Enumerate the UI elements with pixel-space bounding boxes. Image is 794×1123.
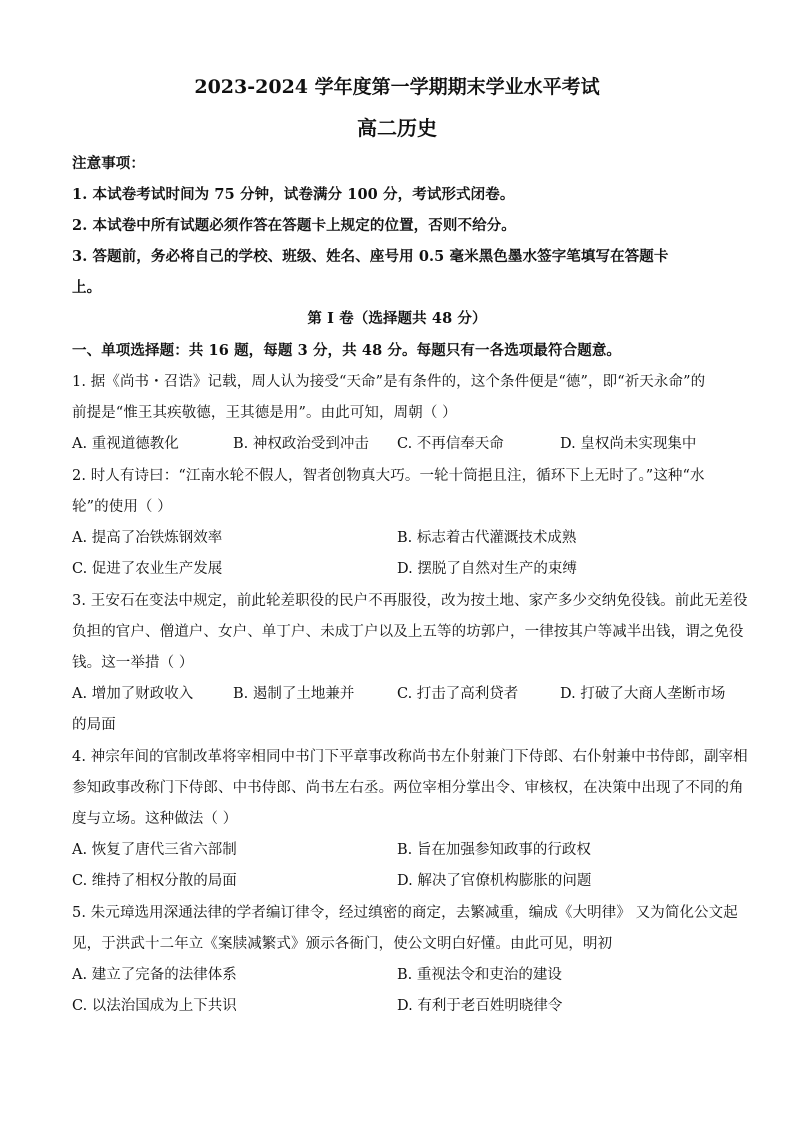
question-3-option-b: B. 遏制了土地兼并 [233, 686, 355, 702]
question-5-line-2: 见，于洪武十二年立《案牍减繁式》颁示各衙门，使公文明白好懂。由此可见，明初 [72, 936, 613, 952]
question-3-option-d-cont: 的局面 [72, 717, 116, 733]
question-3-line-1: 3. 王安石在变法中规定，前此轮差职役的民户不再服役，改为按土地、家产多少交纳免役钱。前此无差役 [72, 593, 748, 609]
question-5-option-d: D. 有利于老百姓明晓律令 [397, 998, 563, 1014]
question-1-option-b: B. 神权政治受到冲击 [233, 436, 369, 452]
question-5-line-1: 5. 朱元璋选用深通法律的学者编订律令，经过缜密的商定，去繁减重，编成《大明律》 又为简化公文起 [72, 905, 738, 921]
question-4-option-d: D. 解决了官僚机构膨胀的问题 [397, 873, 592, 889]
question-4-option-c: C. 维持了相权分散的局面 [72, 873, 237, 889]
question-1-line-1: 1. 据《尚书・召诰》记载，周人认为接受“天命”是有条件的，这个条件便是“德”，即“祈天永命”的 [72, 374, 706, 390]
question-5-option-b: B. 重视法令和吏治的建设 [397, 967, 562, 983]
notice-item-3: 3. 答题前，务必将自己的学校、班级、姓名、座号用 0.5 毫米黑色墨水签字笔填写在答题卡 [72, 248, 669, 265]
part-heading: 第 I 卷（选择题共 48 分） [307, 310, 487, 327]
notice-item-3-cont: 上。 [72, 279, 102, 296]
notice-heading: 注意事项： [72, 155, 145, 172]
question-4-line-3: 度与立场。这种做法（ ） [72, 811, 238, 827]
page-title: 2023-2024 学年度第一学期期末学业水平考试 [194, 76, 600, 98]
question-5-option-a: A. 建立了完备的法律体系 [72, 967, 237, 983]
question-2-option-a: A. 提高了冶铁炼钢效率 [72, 530, 223, 546]
question-2-line-1: 2. 时人有诗曰：“江南水轮不假人，智者创物真大巧。一轮十筒挹且注，循环下上无时了。”这种“水 [72, 468, 705, 484]
question-1-option-c: C. 不再信奉天命 [397, 436, 504, 452]
question-2-option-c: C. 促进了农业生产发展 [72, 561, 223, 577]
question-4-line-1: 4. 神宗年间的官制改革将宰相同中书门下平章事改称尚书左仆射兼门下侍郎、右仆射兼中书侍郎，副宰相 [72, 749, 748, 765]
notice-item-1: 1. 本试卷考试时间为 75 分钟，试卷满分 100 分，考试形式闭卷。 [72, 186, 515, 203]
question-2-line-2: 轮”的使用（ ） [72, 499, 172, 515]
question-1-option-a: A. 重视道德教化 [72, 436, 179, 452]
question-3-line-2: 负担的官户、僧道户、女户、单丁户、未成丁户以及上五等的坊郭户，一律按其户等减半出钱，谓之免役 [72, 624, 744, 640]
notice-item-2: 2. 本试卷中所有试题必须作答在答题卡上规定的位置，否则不给分。 [72, 217, 516, 234]
section-heading: 一、单项选择题：共 16 题，每题 3 分，共 48 分。每题只有一各选项最符合题意。 [72, 342, 622, 359]
question-3-option-c: C. 打击了高利贷者 [397, 686, 519, 702]
question-3-option-d: D. 打破了大商人垄断市场 [560, 686, 726, 702]
question-4-option-b: B. 旨在加强参知政事的行政权 [397, 842, 591, 858]
question-1-option-d: D. 皇权尚未实现集中 [560, 436, 697, 452]
question-2-option-b: B. 标志着古代灌溉技术成熟 [397, 530, 577, 546]
question-4-option-a: A. 恢复了唐代三省六部制 [72, 842, 237, 858]
question-4-line-2: 参知政事改称门下侍郎、中书侍郎、尚书左右丞。两位宰相分掌出令、审核权，在决策中出现了不同的角 [72, 780, 744, 796]
question-3-option-a: A. 增加了财政收入 [72, 686, 194, 702]
question-2-option-d: D. 摆脱了自然对生产的束缚 [397, 561, 577, 577]
question-3-line-3: 钱。这一举措（ ） [72, 655, 194, 671]
question-5-option-c: C. 以法治国成为上下共识 [72, 998, 237, 1014]
question-1-line-2: 前提是“惟王其疾敬德，王其德是用”。由此可知，周朝（ ） [72, 405, 457, 421]
page-subtitle: 高二历史 [357, 116, 437, 140]
